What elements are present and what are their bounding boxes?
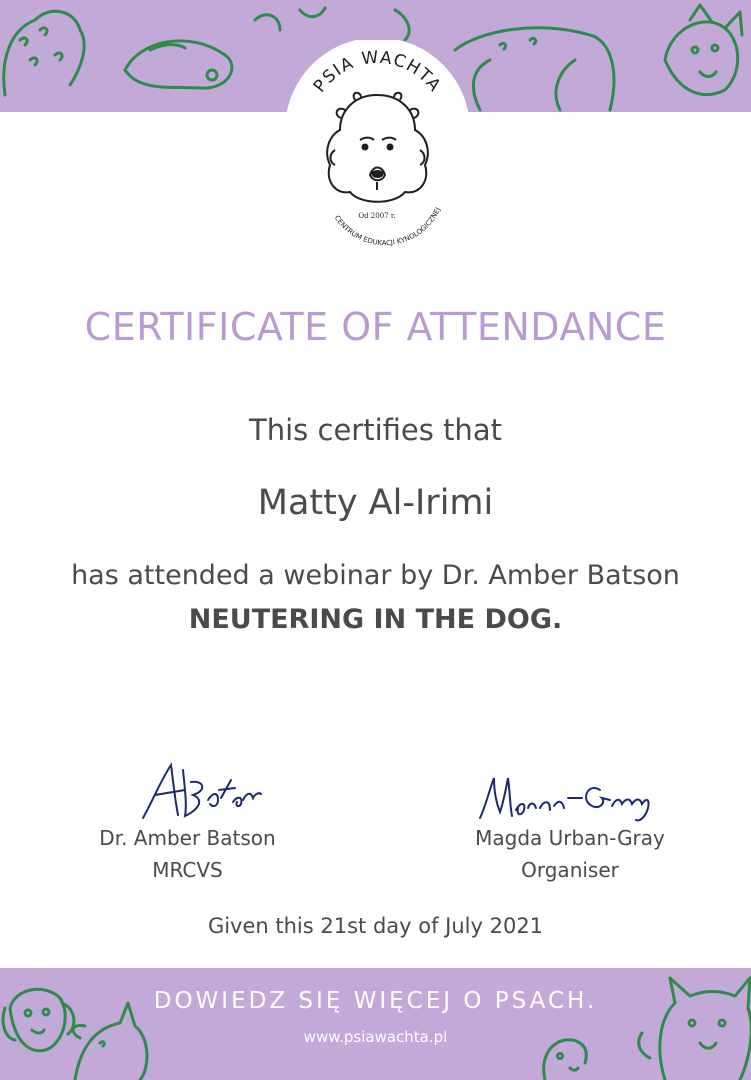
dog-illustrations-bottom [0, 968, 751, 1080]
signature-name-left: Dr. Amber Batson [99, 826, 276, 850]
signature-name-right: Magda Urban-Gray [475, 826, 665, 850]
attended-line: has attended a webinar by Dr. Amber Batson [71, 560, 680, 591]
certifies-line: This certifies that [249, 413, 502, 447]
signature-role-right: Organiser [521, 858, 619, 882]
signature-magda-urban-gray [460, 770, 680, 822]
logo-since: Od 2007 r. [358, 212, 396, 220]
bottom-decorative-band [0, 968, 751, 1080]
logo-brand: PSIA WACHTA [309, 47, 446, 97]
poodle-icon [285, 40, 470, 260]
signature-block-left [70, 760, 305, 886]
logo-badge [285, 40, 470, 260]
signature-role-left: MRCVS [152, 858, 223, 882]
footer-tagline: DOWIEDZ SIĘ WIĘCEJ O PSACH. [153, 988, 598, 1014]
logo-tagline: CENTRUM EDUKACJI KYNOLOGICZNEJ [332, 206, 443, 248]
recipient-name: Matty Al-Irimi [257, 483, 494, 523]
issue-date-line: Given this 21st day of July 2021 [207, 914, 544, 938]
signature-block-right [440, 770, 700, 886]
signature-amber-batson [113, 760, 263, 822]
webinar-topic: NEUTERING IN THE DOG. [188, 604, 563, 635]
footer-website-link[interactable]: www.psiawachta.pl [303, 1028, 448, 1046]
certificate-title: CERTIFICATE OF ATTENDANCE [84, 305, 667, 349]
